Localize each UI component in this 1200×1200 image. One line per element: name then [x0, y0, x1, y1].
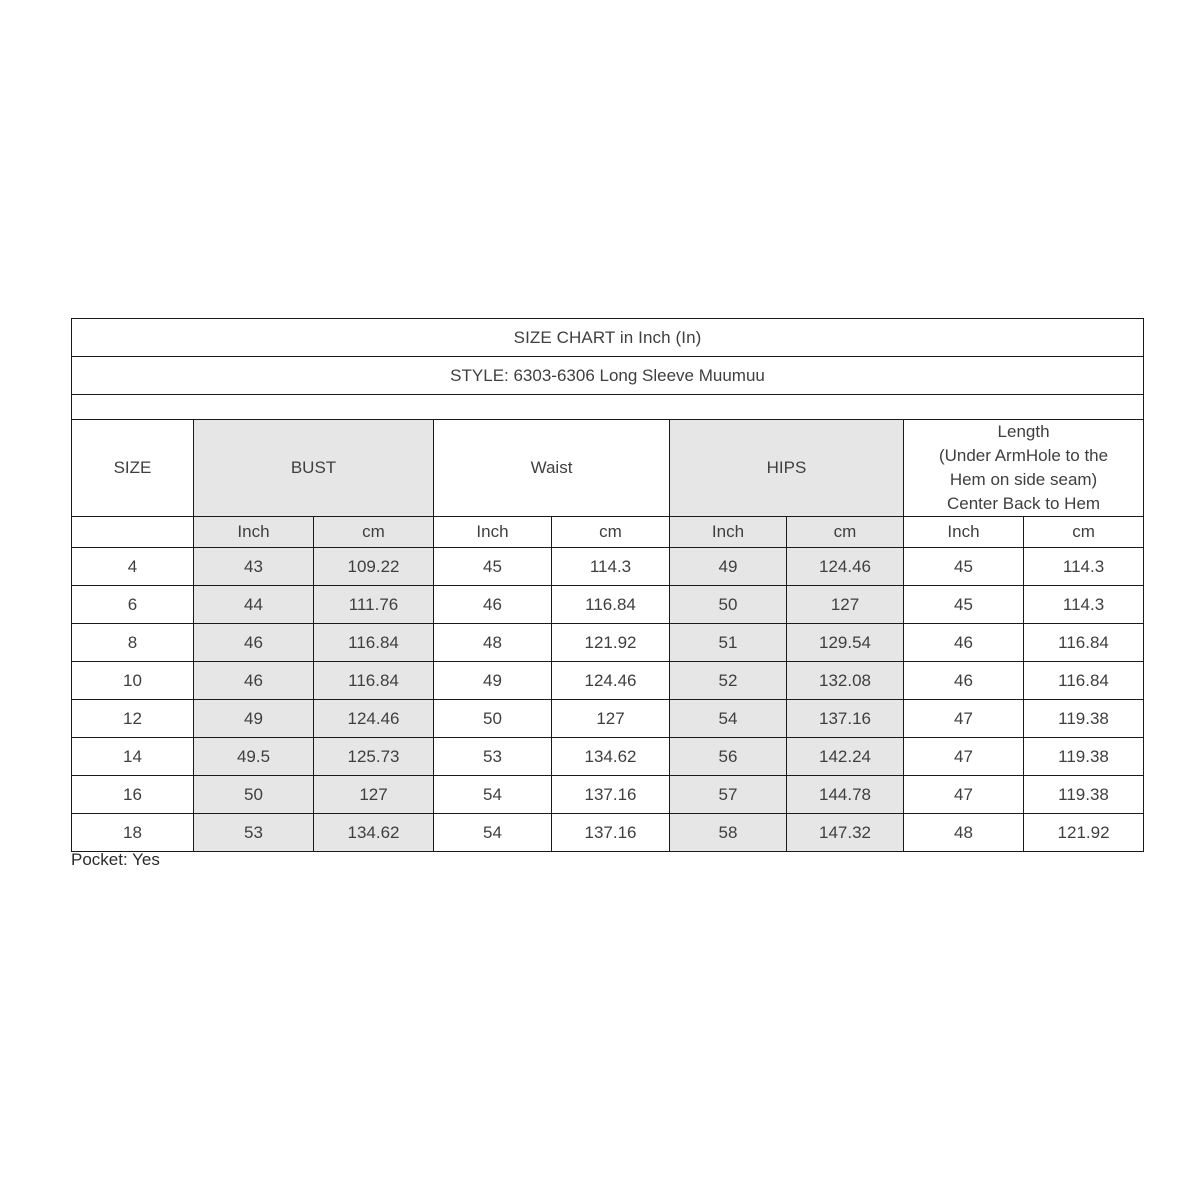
cell-waist-cm: 127 [552, 700, 670, 738]
cell-hips-inch: 56 [670, 738, 787, 776]
cell-waist-inch: 50 [434, 700, 552, 738]
column-header-waist: Waist [434, 420, 670, 517]
cell-waist-inch: 48 [434, 624, 552, 662]
cell-hips-cm: 124.46 [787, 548, 904, 586]
style-banner-row [72, 357, 1144, 395]
column-header-bust: BUST [194, 420, 434, 517]
cell-bust-cm: 109.22 [314, 548, 434, 586]
unit-header-row [72, 517, 1144, 548]
unit-header-hips-inch: Inch [670, 517, 787, 548]
cell-length-cm: 114.3 [1024, 548, 1144, 586]
cell-hips-inch: 50 [670, 586, 787, 624]
cell-waist-cm: 124.46 [552, 662, 670, 700]
cell-bust-cm: 116.84 [314, 624, 434, 662]
cell-waist-cm: 137.16 [552, 776, 670, 814]
cell-size: 10 [72, 662, 194, 700]
cell-length-cm: 121.92 [1024, 814, 1144, 852]
cell-hips-inch: 51 [670, 624, 787, 662]
unit-header-size [72, 517, 194, 548]
cell-bust-inch: 49.5 [194, 738, 314, 776]
table-row [72, 776, 1144, 814]
unit-header-waist-inch: Inch [434, 517, 552, 548]
length-header-line-1: Length [997, 422, 1050, 441]
cell-length-inch: 47 [904, 776, 1024, 814]
cell-hips-cm: 127 [787, 586, 904, 624]
cell-length-cm: 114.3 [1024, 586, 1144, 624]
unit-header-bust-cm: cm [314, 517, 434, 548]
cell-size: 14 [72, 738, 194, 776]
cell-bust-cm: 127 [314, 776, 434, 814]
cell-bust-cm: 134.62 [314, 814, 434, 852]
length-header-line-4: Center Back to Hem [947, 494, 1101, 513]
column-header-length [904, 420, 1144, 517]
unit-header-bust-inch: Inch [194, 517, 314, 548]
length-header-line-2: (Under ArmHole to the [938, 446, 1109, 465]
table-row [72, 700, 1144, 738]
spacer-cell [72, 395, 1144, 420]
cell-hips-cm: 144.78 [787, 776, 904, 814]
cell-length-cm: 119.38 [1024, 738, 1144, 776]
size-chart-container [71, 318, 1143, 852]
cell-waist-inch: 46 [434, 586, 552, 624]
cell-bust-cm: 111.76 [314, 586, 434, 624]
cell-waist-cm: 116.84 [552, 586, 670, 624]
cell-hips-inch: 49 [670, 548, 787, 586]
length-header-line-3: Hem on side seam) [949, 470, 1098, 489]
cell-length-cm: 119.38 [1024, 776, 1144, 814]
cell-hips-cm: 142.24 [787, 738, 904, 776]
group-header-row [72, 420, 1144, 517]
cell-bust-cm: 116.84 [314, 662, 434, 700]
column-header-size: SIZE [72, 420, 194, 517]
cell-hips-inch: 58 [670, 814, 787, 852]
cell-bust-inch: 46 [194, 662, 314, 700]
unit-header-length-cm: cm [1024, 517, 1144, 548]
cell-length-inch: 45 [904, 548, 1024, 586]
cell-waist-cm: 114.3 [552, 548, 670, 586]
unit-header-waist-cm: cm [552, 517, 670, 548]
cell-waist-cm: 121.92 [552, 624, 670, 662]
cell-size: 16 [72, 776, 194, 814]
cell-bust-inch: 46 [194, 624, 314, 662]
cell-length-inch: 46 [904, 662, 1024, 700]
cell-size: 6 [72, 586, 194, 624]
cell-length-cm: 119.38 [1024, 700, 1144, 738]
cell-bust-cm: 125.73 [314, 738, 434, 776]
cell-waist-inch: 54 [434, 814, 552, 852]
spacer-row [72, 395, 1144, 420]
cell-hips-cm: 129.54 [787, 624, 904, 662]
column-header-hips: HIPS [670, 420, 904, 517]
cell-bust-inch: 44 [194, 586, 314, 624]
cell-bust-cm: 124.46 [314, 700, 434, 738]
cell-size: 8 [72, 624, 194, 662]
cell-size: 4 [72, 548, 194, 586]
cell-size: 18 [72, 814, 194, 852]
cell-hips-inch: 54 [670, 700, 787, 738]
table-row [72, 814, 1144, 852]
table-row [72, 738, 1144, 776]
cell-waist-inch: 49 [434, 662, 552, 700]
unit-header-hips-cm: cm [787, 517, 904, 548]
table-row [72, 662, 1144, 700]
title-banner-row [72, 319, 1144, 357]
cell-waist-cm: 134.62 [552, 738, 670, 776]
table-row [72, 586, 1144, 624]
unit-header-length-inch: Inch [904, 517, 1024, 548]
cell-waist-inch: 53 [434, 738, 552, 776]
cell-bust-inch: 53 [194, 814, 314, 852]
size-chart-table [71, 318, 1144, 852]
cell-hips-cm: 132.08 [787, 662, 904, 700]
style-banner-cell: STYLE: 6303-6306 Long Sleeve Muumuu [72, 357, 1144, 395]
pocket-footnote: Pocket: Yes [71, 850, 160, 869]
cell-length-inch: 47 [904, 738, 1024, 776]
cell-size: 12 [72, 700, 194, 738]
cell-bust-inch: 43 [194, 548, 314, 586]
cell-hips-inch: 57 [670, 776, 787, 814]
cell-length-inch: 48 [904, 814, 1024, 852]
cell-length-inch: 47 [904, 700, 1024, 738]
cell-length-cm: 116.84 [1024, 662, 1144, 700]
cell-waist-inch: 54 [434, 776, 552, 814]
table-row [72, 624, 1144, 662]
cell-length-inch: 46 [904, 624, 1024, 662]
cell-waist-cm: 137.16 [552, 814, 670, 852]
title-banner-cell: SIZE CHART in Inch (In) [72, 319, 1144, 357]
cell-bust-inch: 49 [194, 700, 314, 738]
cell-bust-inch: 50 [194, 776, 314, 814]
cell-hips-cm: 137.16 [787, 700, 904, 738]
cell-waist-inch: 45 [434, 548, 552, 586]
cell-hips-inch: 52 [670, 662, 787, 700]
cell-hips-cm: 147.32 [787, 814, 904, 852]
cell-length-cm: 116.84 [1024, 624, 1144, 662]
table-row [72, 548, 1144, 586]
cell-length-inch: 45 [904, 586, 1024, 624]
